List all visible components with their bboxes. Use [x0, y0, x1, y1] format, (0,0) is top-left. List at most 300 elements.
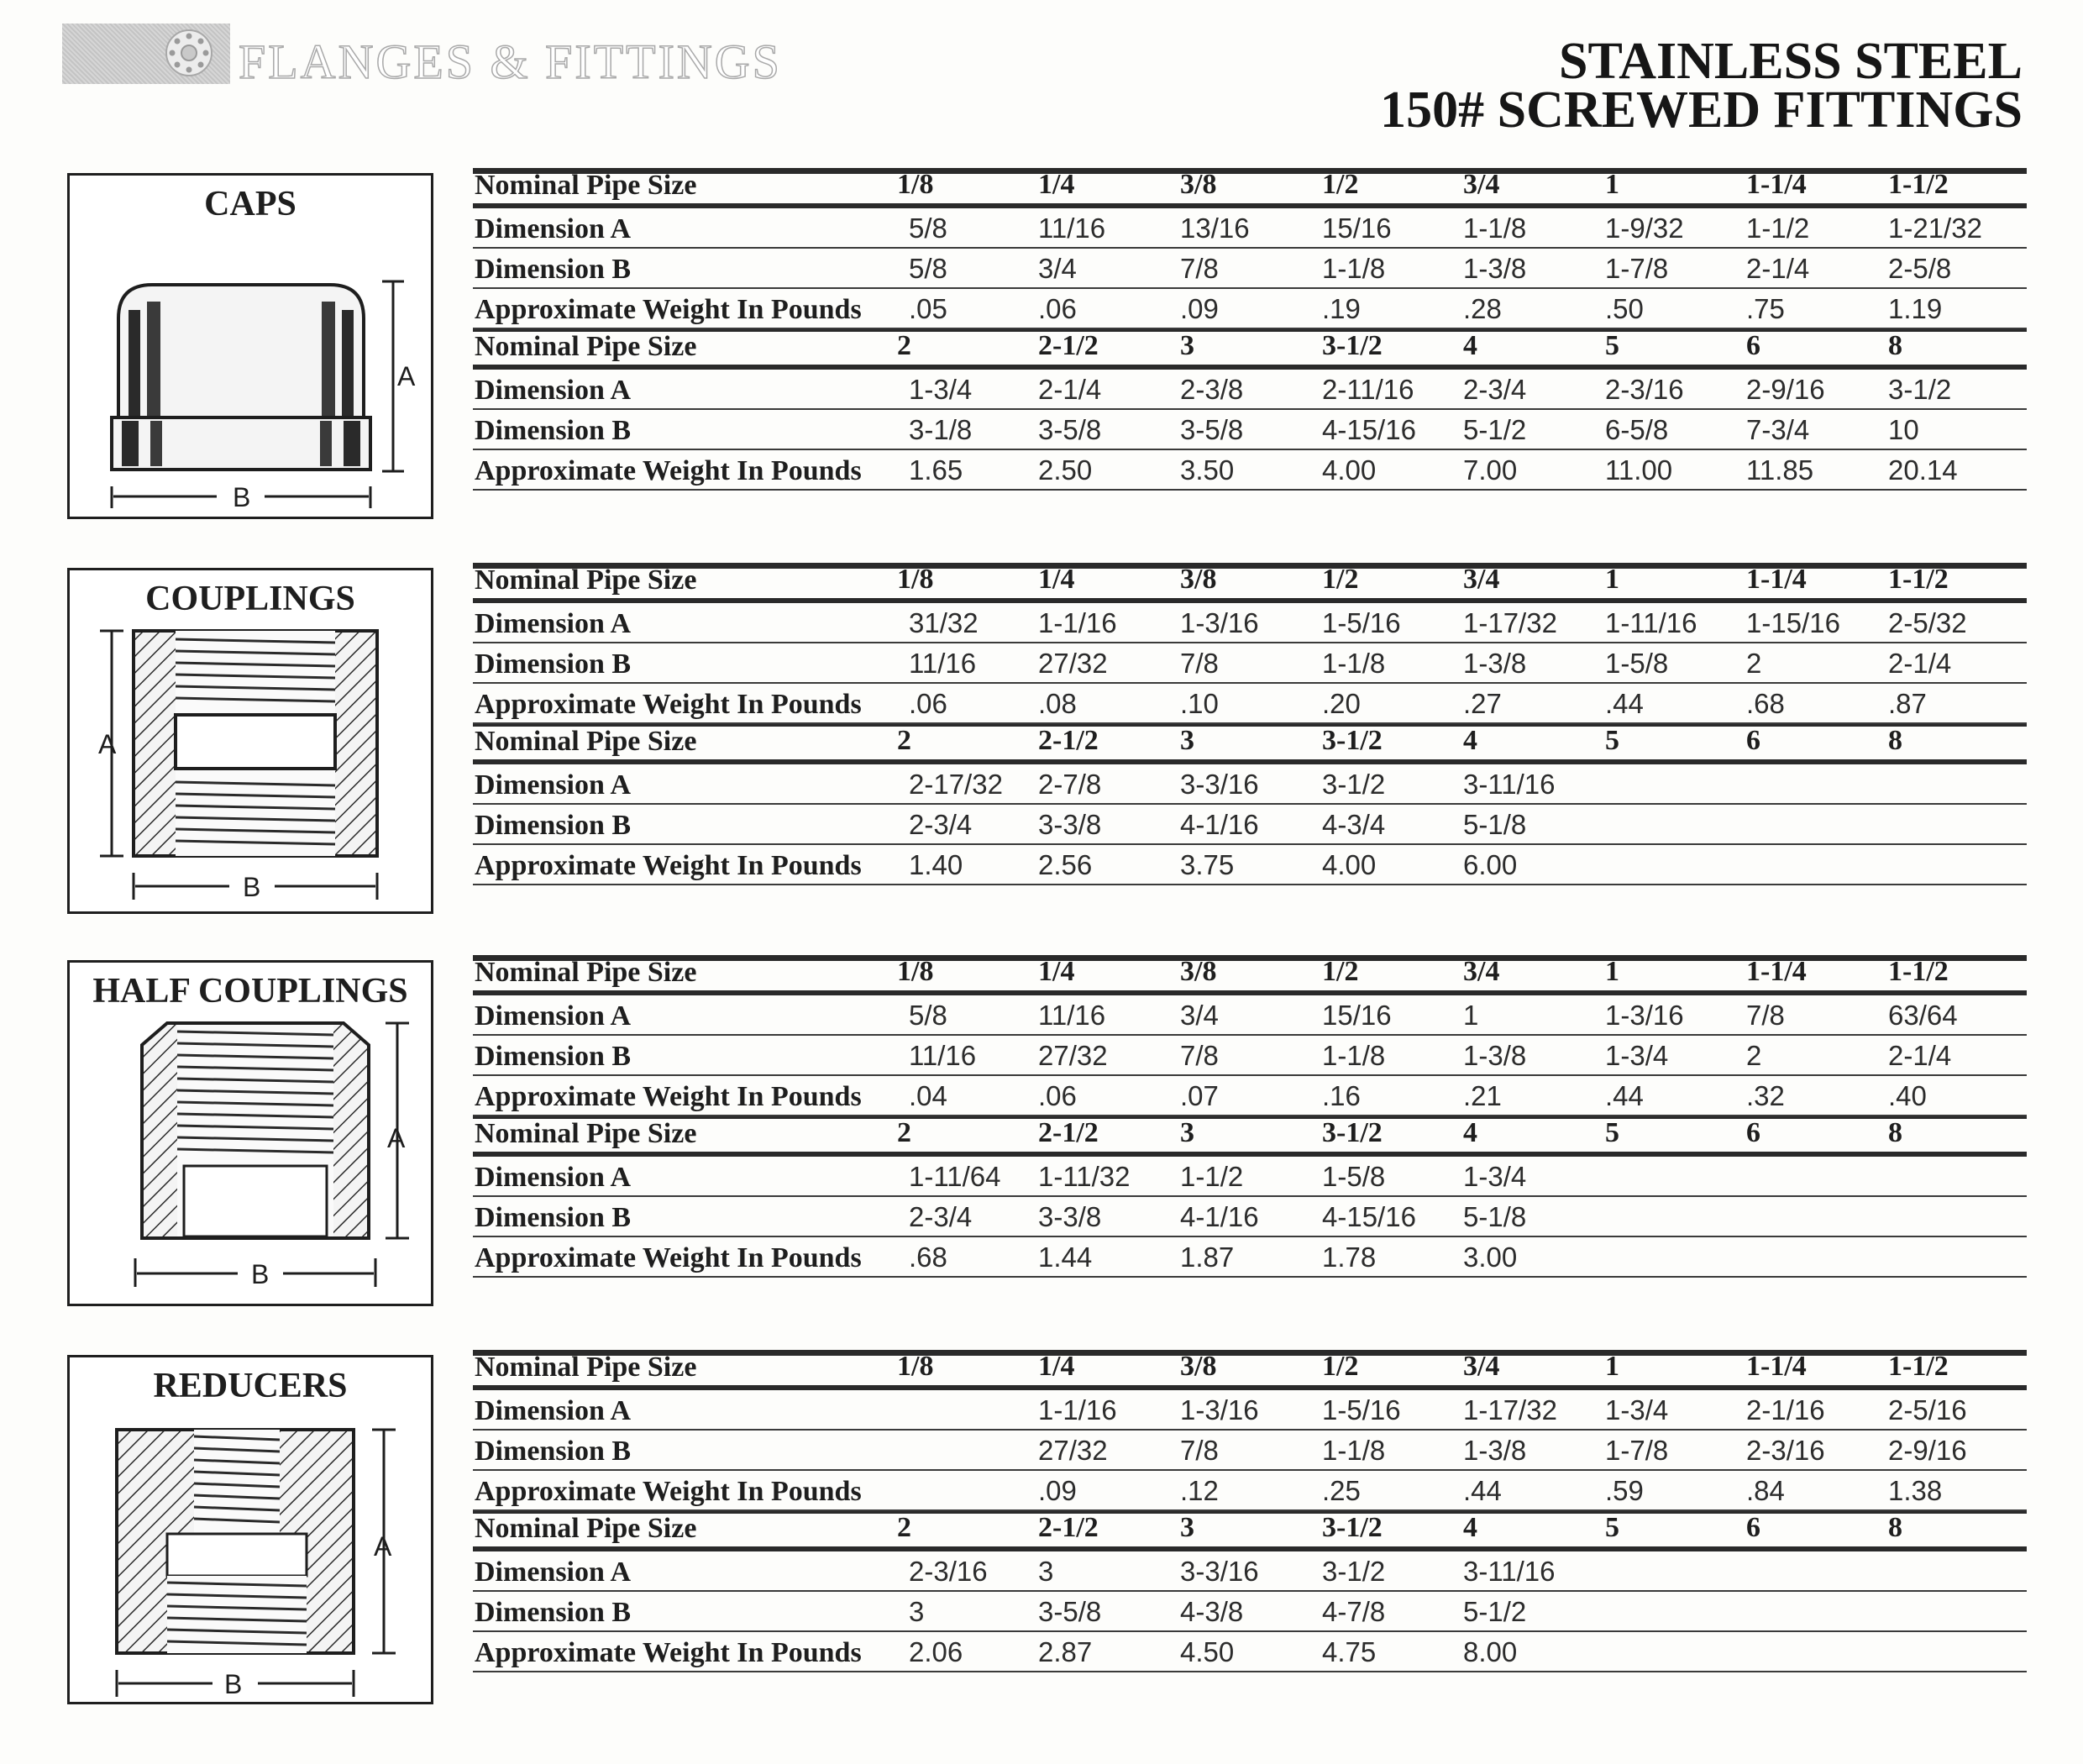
value-cell: 5-1/2	[1463, 414, 1527, 445]
row-label: Nominal Pipe Size	[475, 564, 697, 596]
value-cell: 7/8	[1180, 1435, 1219, 1466]
value-cell: 4.75	[1322, 1636, 1377, 1667]
row-label: Nominal Pipe Size	[475, 1118, 697, 1149]
weight-row	[473, 684, 2027, 724]
value-cell: 1.65	[909, 454, 963, 486]
pipe-size-cell: 3/8	[1180, 564, 1217, 595]
value-cell: 5/8	[909, 1000, 947, 1031]
value-cell: 10	[1888, 414, 1919, 445]
value-cell: 2.06	[909, 1636, 963, 1667]
brand-text: FLANGES & FITTINGS	[239, 34, 782, 89]
dimension-a-row	[473, 603, 2027, 643]
half-couplings-title: HALF COUPLINGS	[92, 972, 408, 1011]
value-cell: 1-15/16	[1746, 607, 1840, 638]
value-cell: 7/8	[1180, 648, 1219, 679]
page-title	[1380, 33, 2023, 139]
value-cell: 1.87	[1180, 1242, 1235, 1273]
dimension-b-row	[473, 1197, 2027, 1237]
value-cell: .04	[909, 1080, 947, 1111]
value-cell: 2-11/16	[1322, 374, 1414, 405]
value-cell: 2-7/8	[1038, 769, 1102, 800]
reducers-figure	[67, 1355, 433, 1704]
pipe-size-cell: 1-1/2	[1888, 1351, 1949, 1382]
row-label: Nominal Pipe Size	[475, 957, 697, 988]
dimension-a-row	[473, 1551, 2027, 1592]
value-cell: .09	[1038, 1475, 1077, 1506]
caps-table	[473, 168, 2027, 491]
pipe-size-cell: 6	[1746, 330, 1760, 361]
couplings-label-b: B	[243, 872, 261, 902]
pipe-size-cell: 4	[1463, 330, 1477, 361]
value-cell: 1-7/8	[1605, 253, 1669, 284]
value-cell: .21	[1463, 1080, 1502, 1111]
size-header-row	[473, 329, 2027, 370]
value-cell: 3-1/8	[909, 414, 973, 445]
value-cell: 1-3/4	[909, 374, 973, 405]
value-cell: 2	[1746, 1040, 1762, 1071]
value-cell: 6.00	[1463, 849, 1518, 880]
cap-diagram-icon	[70, 226, 431, 517]
weight-row	[473, 1632, 2027, 1672]
value-cell: 3	[909, 1596, 925, 1627]
value-cell: 20.14	[1888, 454, 1958, 486]
dimension-b-row	[473, 1036, 2027, 1076]
value-cell: .32	[1746, 1080, 1785, 1111]
pipe-size-cell: 2-1/2	[1038, 1117, 1099, 1148]
pipe-size-cell: 1	[1605, 1351, 1619, 1382]
pipe-size-cell: 1-1/4	[1746, 1351, 1807, 1382]
value-cell: 1-3/4	[1605, 1394, 1669, 1425]
value-cell: 3-1/2	[1322, 769, 1386, 800]
value-cell: 2	[1746, 648, 1762, 679]
reducers-label-b: B	[224, 1669, 243, 1699]
value-cell: 2-5/8	[1888, 253, 1952, 284]
pipe-size-cell: 5	[1605, 1117, 1619, 1148]
size-header-row	[473, 168, 2027, 208]
value-cell: 1-3/16	[1180, 607, 1259, 638]
pipe-size-cell: 1	[1605, 564, 1619, 595]
dimension-b-row	[473, 1431, 2027, 1471]
reducer-diagram-icon	[70, 1408, 431, 1702]
pipe-size-cell: 1/4	[1038, 1351, 1075, 1382]
pipe-size-cell: 2	[897, 725, 911, 756]
value-cell: 27/32	[1038, 1435, 1108, 1466]
value-cell: .06	[909, 688, 947, 719]
caps-label-b: B	[233, 482, 251, 512]
pipe-size-cell: 1	[1605, 169, 1619, 200]
pipe-size-cell: 1/8	[897, 956, 934, 987]
value-cell: 7.00	[1463, 454, 1518, 486]
value-cell: 3-3/16	[1180, 769, 1259, 800]
size-header-row	[473, 1116, 2027, 1157]
row-label: Nominal Pipe Size	[475, 170, 697, 201]
row-label: Dimension B	[475, 1041, 632, 1072]
half-coupling-diagram-icon	[70, 1013, 431, 1304]
pipe-size-cell: 1/4	[1038, 564, 1075, 595]
size-header-row	[473, 1350, 2027, 1390]
value-cell: 2-1/4	[1038, 374, 1102, 405]
value-cell: 2-3/16	[909, 1556, 988, 1587]
pipe-size-cell: 1-1/2	[1888, 956, 1949, 987]
pipe-size-cell: 8	[1888, 1117, 1902, 1148]
value-cell: .68	[909, 1242, 947, 1273]
value-cell: 15/16	[1322, 1000, 1392, 1031]
row-label: Dimension A	[475, 769, 632, 801]
value-cell: 5-1/8	[1463, 809, 1527, 840]
value-cell: 3-1/2	[1888, 374, 1952, 405]
value-cell: 1-1/8	[1463, 213, 1527, 244]
value-cell: .44	[1605, 1080, 1644, 1111]
value-cell: 4-15/16	[1322, 1201, 1416, 1232]
flange-icon	[163, 27, 215, 79]
reducers-table	[473, 1350, 2027, 1672]
value-cell: 1-3/16	[1605, 1000, 1684, 1031]
value-cell: 1-5/8	[1605, 648, 1669, 679]
value-cell: 1.78	[1322, 1242, 1377, 1273]
pipe-size-cell: 1-1/4	[1746, 956, 1807, 987]
row-label: Dimension B	[475, 1202, 632, 1233]
value-cell: 1-17/32	[1463, 1394, 1557, 1425]
dimension-b-row	[473, 805, 2027, 845]
value-cell: 3.75	[1180, 849, 1235, 880]
row-label: Approximate Weight In Pounds	[475, 1081, 862, 1112]
value-cell: 3-5/8	[1038, 1596, 1102, 1627]
row-label: Dimension A	[475, 1557, 632, 1588]
value-cell: 4-3/8	[1180, 1596, 1244, 1627]
row-label: Dimension A	[475, 1000, 632, 1032]
value-cell: 5-1/2	[1463, 1596, 1527, 1627]
value-cell: .40	[1888, 1080, 1927, 1111]
value-cell: 3-3/8	[1038, 1201, 1102, 1232]
dimension-a-row	[473, 1157, 2027, 1197]
pipe-size-cell: 3/4	[1463, 956, 1500, 987]
value-cell: 1-1/8	[1322, 1040, 1386, 1071]
pipe-size-cell: 3-1/2	[1322, 1512, 1383, 1543]
row-label: Dimension B	[475, 415, 632, 446]
value-cell: 31/32	[909, 607, 979, 638]
value-cell: 4.00	[1322, 454, 1377, 486]
value-cell: 3-5/8	[1038, 414, 1102, 445]
row-label: Approximate Weight In Pounds	[475, 850, 862, 881]
pipe-size-cell: 1-1/4	[1746, 169, 1807, 200]
value-cell: 4-1/16	[1180, 809, 1259, 840]
value-cell: .27	[1463, 688, 1502, 719]
value-cell: .75	[1746, 293, 1785, 324]
pipe-size-cell: 3	[1180, 1512, 1194, 1543]
value-cell: 2.50	[1038, 454, 1093, 486]
coupling-diagram-icon	[70, 621, 431, 911]
value-cell: 1	[1463, 1000, 1479, 1031]
value-cell: .08	[1038, 688, 1077, 719]
value-cell: 1-11/16	[1605, 607, 1697, 638]
caps-figure	[67, 173, 433, 519]
reducers-title: REDUCERS	[153, 1367, 348, 1405]
value-cell: 3-11/16	[1463, 769, 1556, 800]
value-cell: 2-9/16	[1746, 374, 1825, 405]
value-cell: .10	[1180, 688, 1219, 719]
value-cell: 2-3/4	[909, 809, 973, 840]
value-cell: 1-5/16	[1322, 1394, 1401, 1425]
value-cell: 3-5/8	[1180, 414, 1244, 445]
value-cell: 1-3/16	[1180, 1394, 1259, 1425]
pipe-size-cell: 3	[1180, 725, 1194, 756]
value-cell: 2-1/4	[1888, 1040, 1952, 1071]
value-cell: 7/8	[1180, 253, 1219, 284]
pipe-size-cell: 1-1/2	[1888, 169, 1949, 200]
pipe-size-cell: 3	[1180, 1117, 1194, 1148]
pipe-size-cell: 3-1/2	[1322, 725, 1383, 756]
value-cell: 1-17/32	[1463, 607, 1557, 638]
value-cell: 7/8	[1180, 1040, 1219, 1071]
value-cell: 1-11/64	[909, 1161, 1001, 1192]
pipe-size-cell: 4	[1463, 1512, 1477, 1543]
half-couplings-label-b: B	[251, 1259, 270, 1289]
couplings-title: COUPLINGS	[145, 580, 355, 618]
value-cell: 2-3/4	[909, 1201, 973, 1232]
value-cell: 11/16	[909, 648, 977, 679]
row-label: Approximate Weight In Pounds	[475, 294, 862, 325]
pipe-size-cell: 6	[1746, 1512, 1760, 1543]
value-cell: 5/8	[909, 213, 947, 244]
row-label: Nominal Pipe Size	[475, 1352, 697, 1383]
value-cell: 2-3/8	[1180, 374, 1244, 405]
pipe-size-cell: 3/8	[1180, 1351, 1217, 1382]
value-cell: 7/8	[1746, 1000, 1785, 1031]
caps-label-a: A	[397, 361, 416, 391]
value-cell: 1.38	[1888, 1475, 1943, 1506]
row-label: Nominal Pipe Size	[475, 1513, 697, 1544]
pipe-size-cell: 3/8	[1180, 169, 1217, 200]
value-cell: .19	[1322, 293, 1361, 324]
value-cell: .84	[1746, 1475, 1785, 1506]
couplings-label-a: A	[98, 729, 117, 759]
row-label: Nominal Pipe Size	[475, 331, 697, 362]
row-label: Approximate Weight In Pounds	[475, 455, 862, 486]
half-couplings-figure	[67, 960, 433, 1306]
value-cell: .44	[1605, 688, 1644, 719]
value-cell: .12	[1180, 1475, 1219, 1506]
pipe-size-cell: 3/4	[1463, 564, 1500, 595]
pipe-size-cell: 1-1/2	[1888, 564, 1949, 595]
dimension-a-row	[473, 208, 2027, 249]
value-cell: 11.00	[1605, 454, 1673, 486]
pipe-size-cell: 2	[897, 330, 911, 361]
value-cell: .87	[1888, 688, 1927, 719]
value-cell: 2-9/16	[1888, 1435, 1967, 1466]
value-cell: 4-3/4	[1322, 809, 1386, 840]
value-cell: 2-1/16	[1746, 1394, 1825, 1425]
value-cell: 4-1/16	[1180, 1201, 1259, 1232]
value-cell: 1-3/8	[1463, 1435, 1527, 1466]
pipe-size-cell: 1/8	[897, 564, 934, 595]
pipe-size-cell: 1/2	[1322, 169, 1359, 200]
size-header-row	[473, 563, 2027, 603]
value-cell: 1-1/2	[1180, 1161, 1244, 1192]
pipe-size-cell: 1/8	[897, 1351, 934, 1382]
pipe-size-cell: 1/2	[1322, 956, 1359, 987]
row-label: Dimension A	[475, 375, 632, 406]
value-cell: 3-3/8	[1038, 809, 1102, 840]
pipe-size-cell: 5	[1605, 330, 1619, 361]
value-cell: 1.40	[909, 849, 963, 880]
value-cell: 2.87	[1038, 1636, 1093, 1667]
row-label: Dimension B	[475, 648, 632, 680]
pipe-size-cell: 3/4	[1463, 1351, 1500, 1382]
pipe-size-cell: 1/8	[897, 169, 934, 200]
pipe-size-cell: 1/4	[1038, 956, 1075, 987]
value-cell: 2-5/16	[1888, 1394, 1967, 1425]
pipe-size-cell: 3/4	[1463, 169, 1500, 200]
value-cell: 1.19	[1888, 293, 1943, 324]
value-cell: 1-3/8	[1463, 1040, 1527, 1071]
value-cell: .68	[1746, 688, 1785, 719]
value-cell: 1-1/8	[1322, 253, 1386, 284]
size-header-row	[473, 955, 2027, 995]
value-cell: .06	[1038, 293, 1077, 324]
value-cell: 7-3/4	[1746, 414, 1810, 445]
weight-row	[473, 1237, 2027, 1278]
pipe-size-cell: 3-1/2	[1322, 1117, 1383, 1148]
value-cell: 2-1/4	[1888, 648, 1952, 679]
reducers-label-a: A	[374, 1531, 392, 1562]
value-cell: 1-1/16	[1038, 1394, 1117, 1425]
pipe-size-cell: 6	[1746, 1117, 1760, 1148]
row-label: Dimension B	[475, 810, 632, 841]
value-cell: 1-3/8	[1463, 253, 1527, 284]
dimension-a-row	[473, 995, 2027, 1036]
size-header-row	[473, 724, 2027, 764]
value-cell: 3-3/16	[1180, 1556, 1259, 1587]
value-cell: 5/8	[909, 253, 947, 284]
value-cell: 11/16	[909, 1040, 977, 1071]
value-cell: .59	[1605, 1475, 1644, 1506]
value-cell: 15/16	[1322, 213, 1392, 244]
value-cell: 3-1/2	[1322, 1556, 1386, 1587]
size-header-row	[473, 1511, 2027, 1551]
pipe-size-cell: 2-1/2	[1038, 725, 1099, 756]
value-cell: 11.85	[1746, 454, 1814, 486]
pipe-size-cell: 3	[1180, 330, 1194, 361]
value-cell: 3-11/16	[1463, 1556, 1556, 1587]
value-cell: 6-5/8	[1605, 414, 1669, 445]
pipe-size-cell: 1/4	[1038, 169, 1075, 200]
pipe-size-cell: 1-1/4	[1746, 564, 1807, 595]
pipe-size-cell: 5	[1605, 1512, 1619, 1543]
weight-row	[473, 289, 2027, 329]
pipe-size-cell: 4	[1463, 1117, 1477, 1148]
value-cell: 3	[1038, 1556, 1054, 1587]
value-cell: 1-11/32	[1038, 1161, 1131, 1192]
pipe-size-cell: 2-1/2	[1038, 330, 1099, 361]
pipe-size-cell: 2	[897, 1512, 911, 1543]
value-cell: 5-1/8	[1463, 1201, 1527, 1232]
value-cell: 4.00	[1322, 849, 1377, 880]
row-label: Approximate Weight In Pounds	[475, 1242, 862, 1273]
value-cell: 2-17/32	[909, 769, 1003, 800]
title-line-1: STAINLESS STEEL	[1559, 33, 2023, 90]
caps-title: CAPS	[204, 185, 296, 223]
row-label: Approximate Weight In Pounds	[475, 1637, 862, 1668]
pipe-size-cell: 2	[897, 1117, 911, 1148]
dimension-b-row	[473, 643, 2027, 684]
weight-row	[473, 450, 2027, 491]
value-cell: .09	[1180, 293, 1219, 324]
row-label: Dimension B	[475, 1436, 632, 1467]
value-cell: 4-15/16	[1322, 414, 1416, 445]
value-cell: 1-3/4	[1605, 1040, 1669, 1071]
value-cell: .28	[1463, 293, 1502, 324]
value-cell: 1-1/2	[1746, 213, 1810, 244]
value-cell: 8.00	[1463, 1636, 1518, 1667]
value-cell: 1-9/32	[1605, 213, 1684, 244]
value-cell: 1-1/8	[1322, 1435, 1386, 1466]
value-cell: 4.50	[1180, 1636, 1235, 1667]
value-cell: 1-21/32	[1888, 213, 1982, 244]
value-cell: 2.56	[1038, 849, 1093, 880]
pipe-size-cell: 6	[1746, 725, 1760, 756]
couplings-figure	[67, 568, 433, 914]
value-cell: .06	[1038, 1080, 1077, 1111]
weight-row	[473, 1076, 2027, 1116]
value-cell: 13/16	[1180, 213, 1250, 244]
row-label: Dimension A	[475, 1162, 632, 1193]
pipe-size-cell: 8	[1888, 1512, 1902, 1543]
value-cell: 11/16	[1038, 1000, 1106, 1031]
couplings-table	[473, 563, 2027, 885]
dimension-a-row	[473, 764, 2027, 805]
dimension-a-row	[473, 370, 2027, 410]
row-label: Approximate Weight In Pounds	[475, 689, 862, 720]
value-cell: 1.44	[1038, 1242, 1093, 1273]
value-cell: .50	[1605, 293, 1644, 324]
value-cell: 3/4	[1038, 253, 1077, 284]
dimension-a-row	[473, 1390, 2027, 1431]
pipe-size-cell: 4	[1463, 725, 1477, 756]
row-label: Nominal Pipe Size	[475, 726, 697, 757]
value-cell: 1-7/8	[1605, 1435, 1669, 1466]
row-label: Dimension B	[475, 1597, 632, 1628]
row-label: Dimension A	[475, 608, 632, 639]
value-cell: 3.00	[1463, 1242, 1518, 1273]
value-cell: 2-3/16	[1605, 374, 1684, 405]
half-couplings-table	[473, 955, 2027, 1278]
value-cell: .16	[1322, 1080, 1361, 1111]
pipe-size-cell: 3/8	[1180, 956, 1217, 987]
pipe-size-cell: 8	[1888, 330, 1902, 361]
half-couplings-label-a: A	[387, 1123, 406, 1153]
value-cell: .20	[1322, 688, 1361, 719]
weight-row	[473, 1471, 2027, 1511]
value-cell: 27/32	[1038, 1040, 1108, 1071]
pipe-size-cell: 3-1/2	[1322, 330, 1383, 361]
value-cell: 2-3/16	[1746, 1435, 1825, 1466]
row-label: Dimension A	[475, 213, 632, 244]
value-cell: 1-5/16	[1322, 607, 1401, 638]
value-cell: 3/4	[1180, 1000, 1219, 1031]
pipe-size-cell: 1	[1605, 956, 1619, 987]
row-label: Approximate Weight In Pounds	[475, 1476, 862, 1507]
value-cell: 1-1/8	[1322, 648, 1386, 679]
value-cell: 1-1/16	[1038, 607, 1117, 638]
value-cell: 3.50	[1180, 454, 1235, 486]
value-cell: 2-3/4	[1463, 374, 1527, 405]
title-line-2: 150# SCREWED FITTINGS	[1380, 81, 2023, 139]
value-cell: .25	[1322, 1475, 1361, 1506]
value-cell: .44	[1463, 1475, 1502, 1506]
row-label: Dimension A	[475, 1395, 632, 1426]
pipe-size-cell: 8	[1888, 725, 1902, 756]
value-cell: 11/16	[1038, 213, 1106, 244]
